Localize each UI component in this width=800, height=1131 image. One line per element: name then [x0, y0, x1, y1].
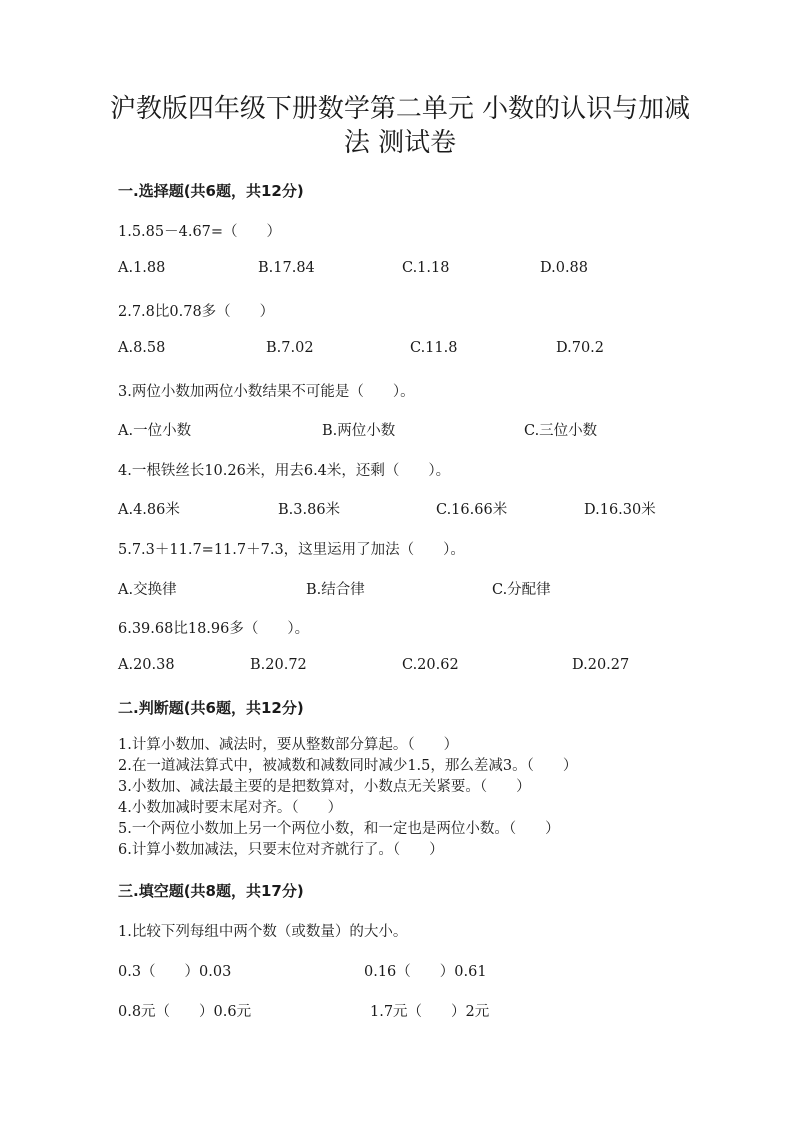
question-5: 5.7.3＋11.7=11.7＋7.3，这里运用了加法（ ）。: [118, 542, 465, 558]
option-2a: A.8.58: [118, 340, 166, 356]
fill-compare-4: 1.7元（ ）2元: [370, 1004, 490, 1020]
judge-item-4: 4.小数加减时要末尾对齐。（ ）: [118, 800, 343, 816]
judge-item-5: 5.一个两位小数加上另一个两位小数，和一定也是两位小数。（ ）: [118, 821, 560, 837]
fill-compare-3: 0.8元（ ）0.6元: [118, 1004, 252, 1020]
question-6: 6.39.68比18.96多（ ）。: [118, 621, 310, 637]
question-2: 2.7.8比0.78多（ ）: [118, 304, 275, 320]
section-heading-fill: 三.填空题(共8题，共17分): [118, 882, 304, 900]
option-4d: D.16.30米: [584, 502, 656, 518]
option-5a: A.交换律: [118, 582, 177, 598]
option-1d: D.0.88: [540, 260, 589, 276]
fill-compare-2: 0.16（ ）0.61: [364, 964, 487, 980]
option-4c: C.16.66米: [436, 502, 508, 518]
question-4: 4.一根铁丝长10.26米，用去6.4米，还剩（ ）。: [118, 463, 451, 479]
question-1: 1.5.85－4.67=（ ）: [118, 224, 282, 240]
option-1c: C.1.18: [402, 260, 450, 276]
fill-question-1: 1.比较下列每组中两个数（或数量）的大小。: [118, 924, 408, 940]
section-heading-choice: 一.选择题(共6题，共12分): [118, 182, 304, 200]
option-4a: A.4.86米: [118, 502, 180, 518]
question-3: 3.两位小数加两位小数结果不可能是（ ）。: [118, 384, 415, 400]
option-2d: D.70.2: [556, 340, 605, 356]
fill-compare-1: 0.3（ ）0.03: [118, 964, 232, 980]
option-4b: B.3.86米: [278, 502, 341, 518]
judge-item-3: 3.小数加、减法最主要的是把数算对，小数点无关紧要。（ ）: [118, 779, 531, 795]
option-6c: C.20.62: [402, 657, 459, 673]
option-5c: C.分配律: [492, 582, 551, 598]
option-1b: B.17.84: [258, 260, 315, 276]
judge-item-2: 2.在一道减法算式中，被减数和减数同时减少1.5，那么差减3。（ ）: [118, 758, 578, 774]
option-6d: D.20.27: [572, 657, 630, 673]
judge-item-6: 6.计算小数加减法，只要末位对齐就行了。（ ）: [118, 842, 444, 858]
option-3b: B.两位小数: [322, 423, 396, 439]
section-heading-judge: 二.判断题(共6题，共12分): [118, 699, 304, 717]
option-1a: A.1.88: [118, 260, 166, 276]
title-line-2: 法 测试卷: [343, 128, 457, 158]
judge-item-1: 1.计算小数加、减法时，要从整数部分算起。（ ）: [118, 737, 459, 753]
option-3c: C.三位小数: [524, 423, 598, 439]
title-line-1: 沪教版四年级下册数学第二单元 小数的认识与加减: [109, 94, 691, 124]
page-title: [100, 92, 700, 160]
option-6a: A.20.38: [118, 657, 175, 673]
option-2c: C.11.8: [410, 340, 458, 356]
option-2b: B.7.02: [266, 340, 314, 356]
option-5b: B.结合律: [306, 582, 365, 598]
option-3a: A.一位小数: [118, 423, 192, 439]
option-6b: B.20.72: [250, 657, 307, 673]
